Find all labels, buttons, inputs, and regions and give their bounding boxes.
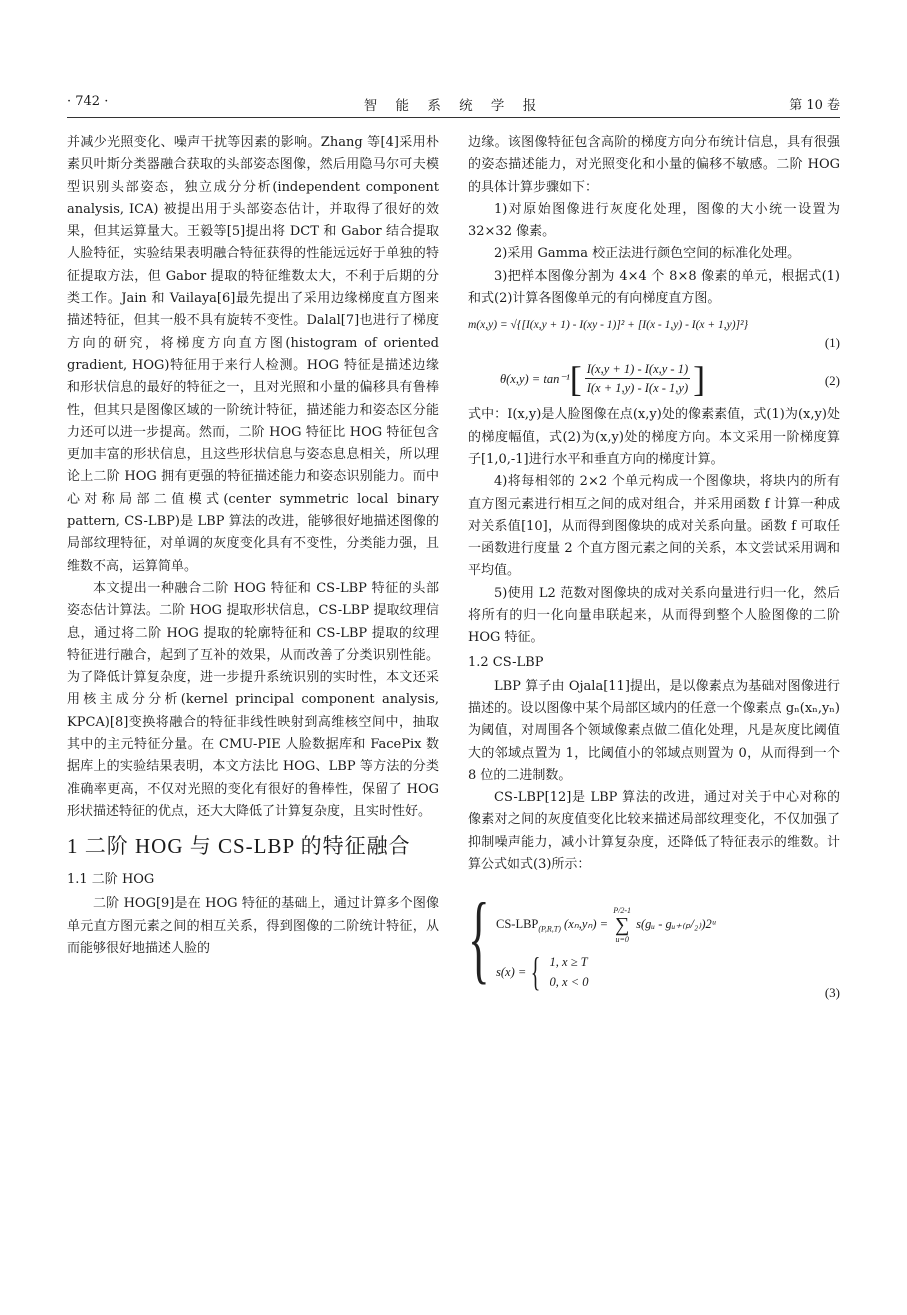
right-bracket: ] xyxy=(693,358,706,399)
paragraph: 二阶 HOG[9]是在 HOG 特征的基础上，通过计算多个图像单元直方图元素之间的相互关系，得到图像的二阶统计特征，从而能够很好地描述人脸的 xyxy=(67,896,439,956)
sum-upper-limit: P/2-1 xyxy=(613,906,632,916)
cslbp-subscript: (P,R,T) xyxy=(538,924,561,934)
right-column xyxy=(468,132,840,1008)
cases-brace: { xyxy=(531,949,541,995)
journal-title: 智 能 系 统 学 报 xyxy=(363,98,544,114)
equation-number: (2) xyxy=(824,373,840,389)
equation-3-line-1 xyxy=(496,906,715,944)
cslbp-args: (xₙ,yₙ) = xyxy=(564,917,609,932)
s-function: s(x) = xyxy=(496,965,527,980)
paragraph: 并减少光照变化、噪声干扰等因素的影响。Zhang 等[4]采用朴素贝叶斯分类器融合获取的头部姿态图像，然后用隐马尔可夫模型识别头部姿态，独立成分分析(independent component analysis, ICA) 被提出用于头部姿态估计，并取得了很好的效果，但其运算量大。王毅等[5]提出将 DCT 和 Gabor 结合提取人脸特征，实验结果表明融合特征获得的性能远远好于单独的特征提取方法，但 Gabor 提取的特征维数太大，不利于后期的分类工作。Jain 和 Vailaya[6]最先提出了采用边缘梯度直方图来描述特征，但其一般不具有旋转不变性。Dalal[7]也进行了梯度方向的研究，将梯度方向直方图(histogram of oriented gradient, HOG)特征用于来行人检测。HOG 特征是描述边缘和形状信息的最好的特征之一，且对光照和小量的偏移具有鲁棒性，但其只是图像区域的一阶统计特征，描述能力和姿态区分能力还可以进一步提高。然而，二阶 HOG 特征比 HOG 特征包含更加丰富的形状信息，且这些形状信息与姿态息息相关，所以理论上二阶 HOG 拥有更强的特征描述能力和姿态识别能力。而中心对称局部二值模式(center symmetric local binary pattern, CS-LBP)是 LBP 算法的改进，能够很好地描述图像的局部纹理特征，对单调的灰度变化具有不变性，分类能力强，且维数不高，运算简单。 xyxy=(67,135,439,574)
case-1: 1, x ≥ T xyxy=(549,955,588,970)
case-2: 0, x < 0 xyxy=(549,975,589,990)
subsection-heading: 1.1 二阶 HOG xyxy=(67,872,155,888)
cslbp-symbol: CS-LBP xyxy=(496,917,539,932)
sum-body: s(gᵤ - gᵤ₊₍ₚ/₂₎)2ᵘ xyxy=(636,917,716,932)
equation-1-body: m(x,y) = √{[I(x,y + 1) - I(xy - 1)]² + [I(x - 1,y) - I(x + 1,y)]²} xyxy=(468,319,749,332)
step-item: 1)对原始图像进行灰度化处理，图像的大小统一设置为 32×32 像素。 xyxy=(468,201,840,240)
step-item: 5)使用 L2 范数对图像块的成对关系向量进行归一化，然后将所有的归一化向量串联起来，从而得到整个人脸图像的二阶 HOG 特征。 xyxy=(468,585,840,646)
step-item: 2)采用 Gamma 校正法进行颜色空间的标准化处理。 xyxy=(494,246,801,262)
denominator: I(x + 1,y) - I(x - 1,y) xyxy=(586,381,689,396)
running-header xyxy=(67,94,840,116)
page-number: · 742 · xyxy=(67,94,109,109)
paragraph: 本文提出一种融合二阶 HOG 特征和 CS-LBP 特征的头部姿态估计算法。二阶 HOG 提取形状信息，CS-LBP 提取纹理信息，通过将二阶 HOG 提取的轮廓特征和 CS-LBP 提取的纹理特征进行融合，起到了互补的效果，从而改善了分类识别性能。为了降低计算复杂度，进一步提升系统识别的实时性，本文还采用核主成分分析(kernel principal component analysis, KPCA)[8]变换将融合的特征非线性映射到高维核空间中，抽取其中的主元特征分量。在 CMU-PIE 人脸数据库和 FacePix 数据库上的实验结果表明，本文方法比 HOG、LBP 等方法的分类准确率更高，不仅对光照的变化有很好的鲁棒性，保留了 HOG 形状描述特征的优点，还大大降低了计算复杂度，且实时性好。 xyxy=(67,580,439,819)
left-bracket: [ xyxy=(569,358,582,399)
equation-2-lhs: θ(x,y) = tan⁻¹ xyxy=(500,371,570,386)
volume-label: 第 10 卷 xyxy=(789,98,840,113)
paragraph: CS-LBP[12]是 LBP 算法的改进，通过对关于中心对称的像素对之间的灰度值变化比较来描述局部纹理变化，不仅加强了抑制噪声能力，减小计算复杂度，还降低了特征表示的维数。计算公式如式(3)所示： xyxy=(468,790,840,873)
numerator: I(x,y + 1) - I(x,y - 1) xyxy=(585,360,690,379)
equation-number: (1) xyxy=(824,335,840,351)
fraction xyxy=(585,360,690,397)
equation-2-body xyxy=(500,360,705,397)
equation-2 xyxy=(468,354,840,404)
paragraph: 边缘。该图像特征包含高阶的梯度方向分布统计信息，具有很强的姿态描述能力，对光照变化和小量的偏移不敏感。二阶 HOG 的具体计算步骤如下： xyxy=(468,135,840,195)
paragraph: 式中：I(x,y)是人脸图像在点(x,y)处的像素素值，式(1)为(x,y)处的梯度幅值，式(2)为(x,y)处的梯度方向。本文采用一阶梯度算子[1,0,-1]进行水平和垂直方向的梯度计算。 xyxy=(468,407,840,467)
equation-3-line-2 xyxy=(496,949,589,995)
summation xyxy=(613,906,631,944)
paragraph: LBP 算子由 Ojala[11]提出，是以像素点为基础对图像进行描述的。设以图像中某个局部区域内的任意一个像素点 gₙ(xₙ,yₙ)为阈值，对周围各个领域像素点做二值化处理，凡是灰度比阈值大的邻域点置为 1，比阈值小的邻域点则置为 0，从而得到一个 8 位的二进制数。 xyxy=(468,678,840,783)
equation-3 xyxy=(468,876,840,1008)
equation-1 xyxy=(468,310,840,354)
step-item: 4)将每相邻的 2×2 个单元构成一个图像块，将块内的所有直方图元素进行相互之间的成对组合，并采用函数 f 计算一种成对关系值[10]，从而得到图像块的成对关系向量。函数 f 可取任一函数进行度量 2 个直方图元素之间的关系，本文尝试采用调和平均值。 xyxy=(468,474,840,579)
step-item: 3)把样本图像分割为 4×4 个 8×8 像素的单元，根据式(1)和式(2)计算各图像单元的有向梯度直方图。 xyxy=(468,268,840,307)
equation-number: (3) xyxy=(824,985,840,1001)
sigma-symbol: ∑ xyxy=(615,914,630,937)
sum-lower-limit: u=0 xyxy=(615,935,629,945)
left-brace: { xyxy=(468,882,490,994)
header-rule xyxy=(67,117,840,118)
subsection-heading: 1.2 CS-LBP xyxy=(468,654,544,670)
left-column xyxy=(67,132,439,960)
section-heading: 1 二阶 HOG 与 CS-LBP 的特征融合 xyxy=(67,834,411,859)
cases xyxy=(550,952,589,992)
